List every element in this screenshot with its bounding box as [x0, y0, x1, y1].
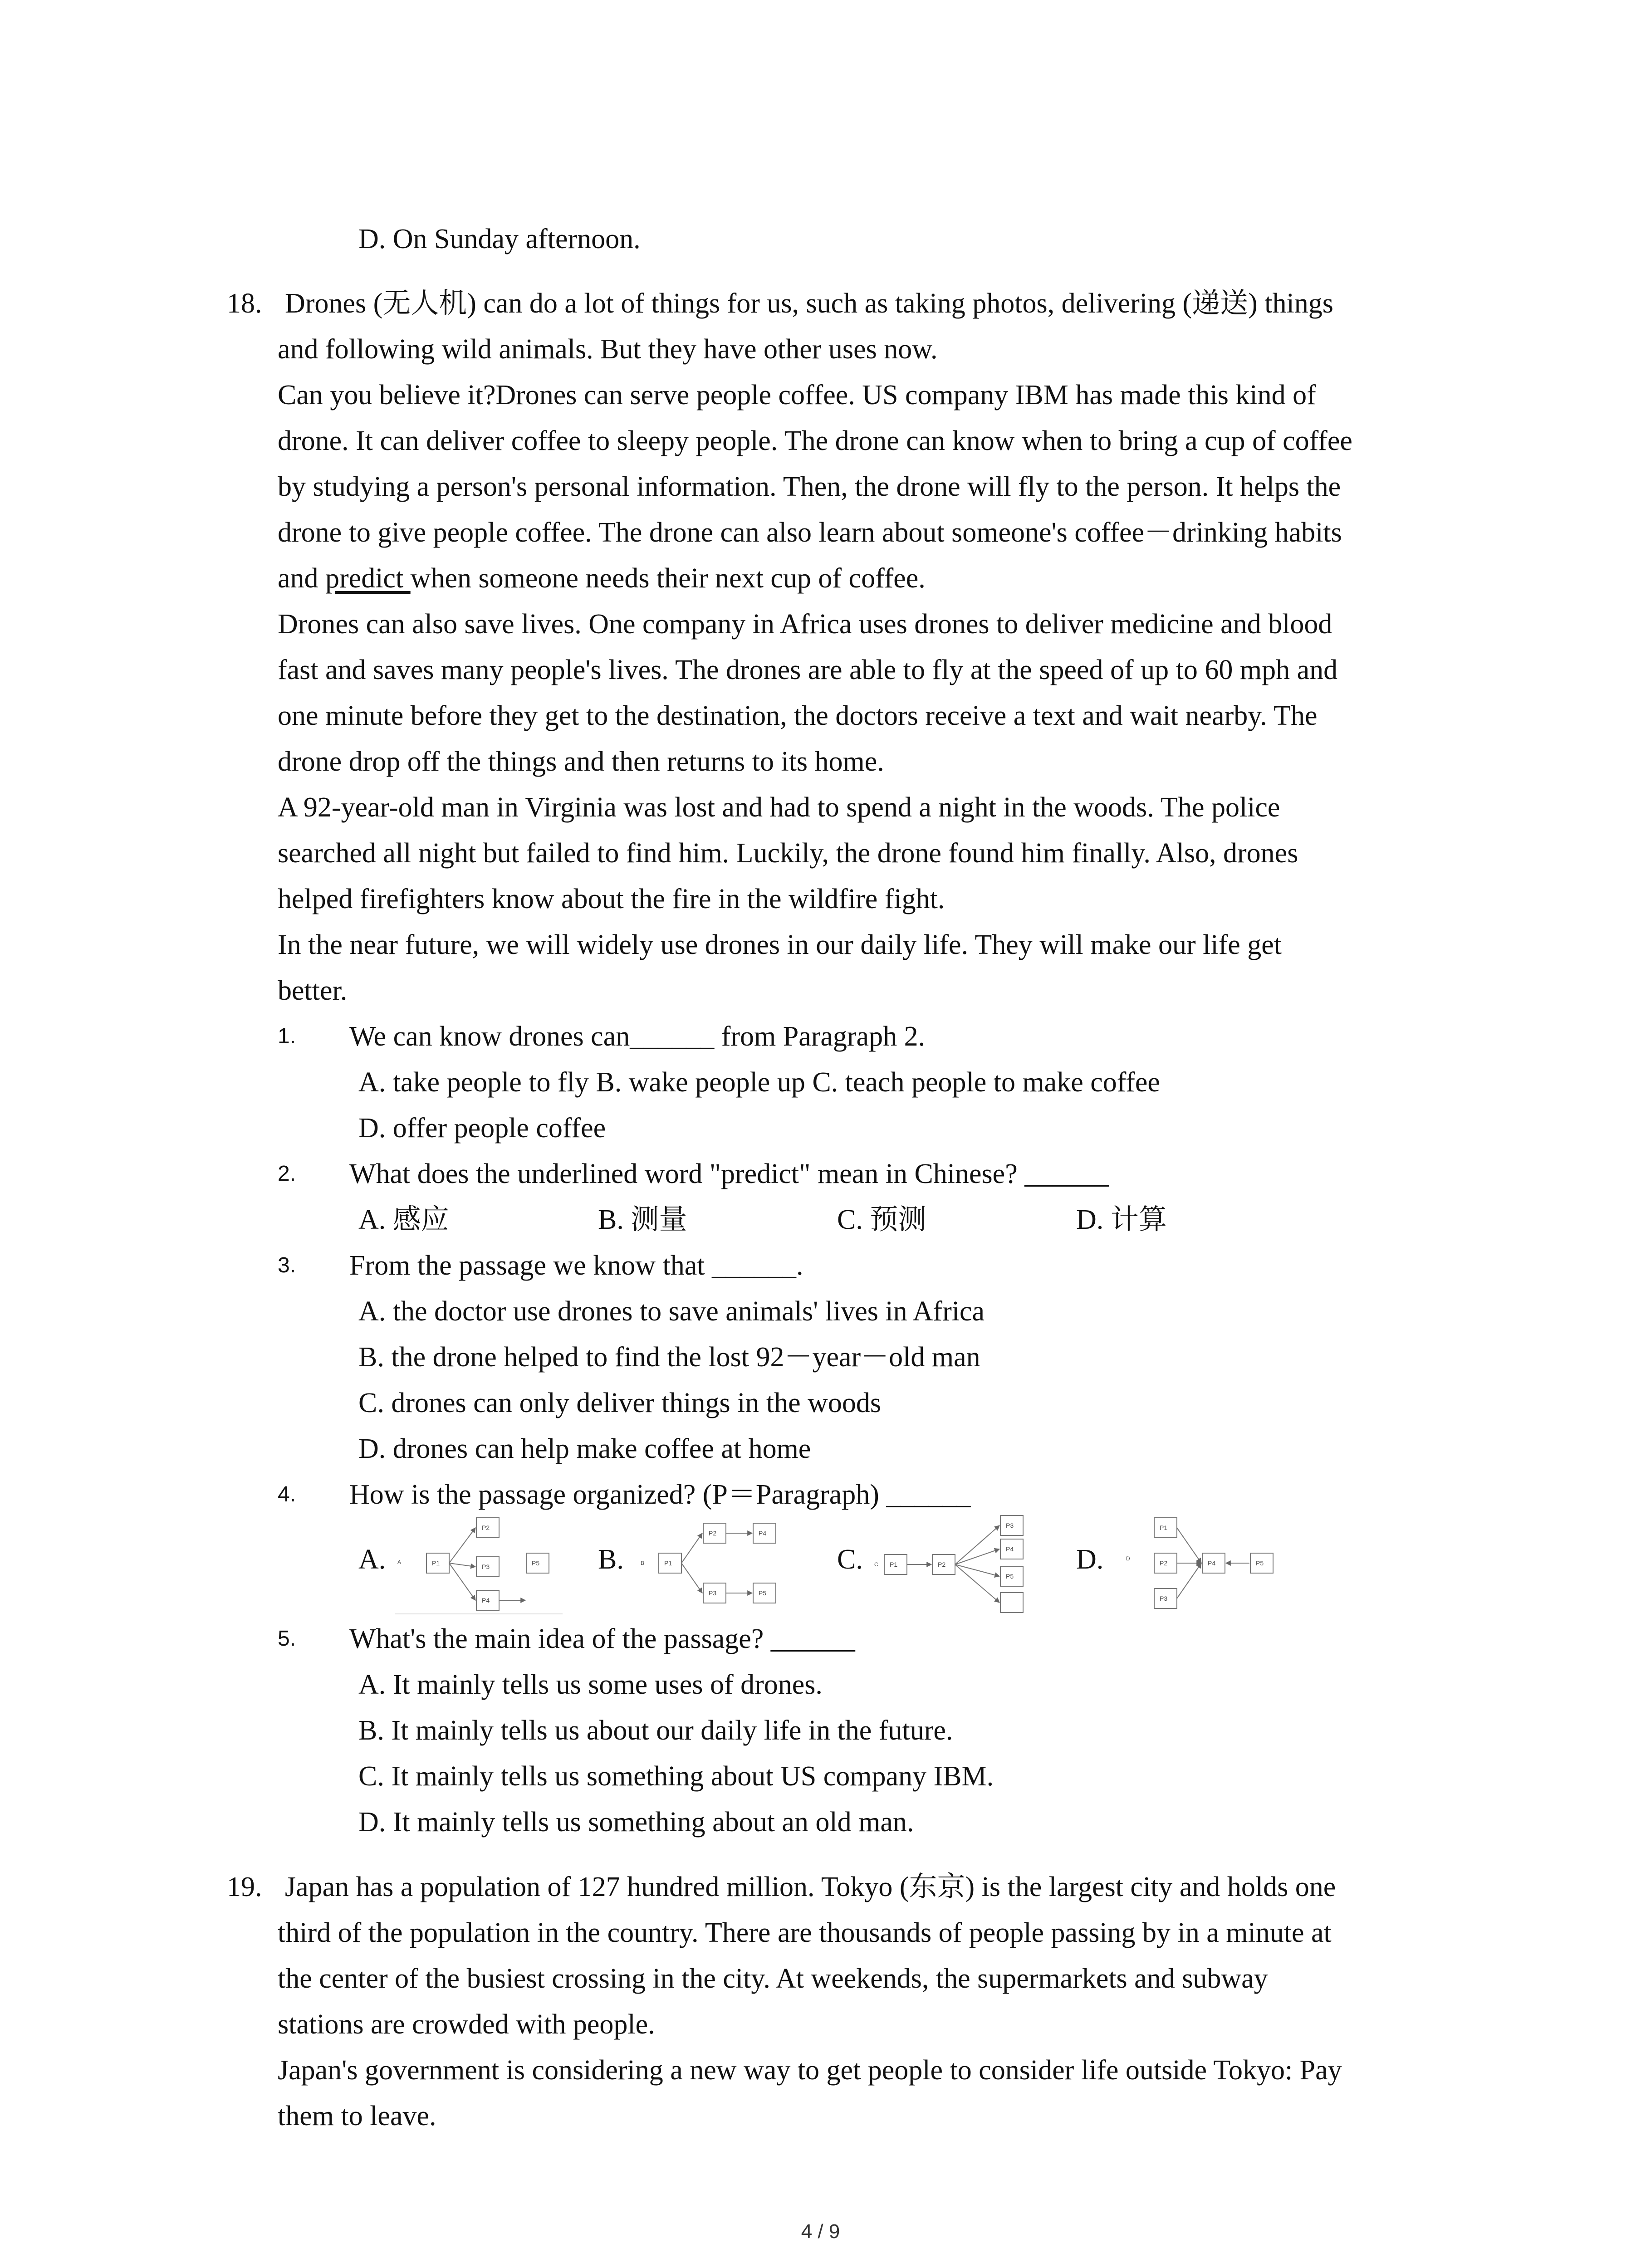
- q18-line-7-post: when someone needs their next cup of coffee.: [410, 563, 926, 594]
- diagram-a-p5: P5: [532, 1559, 540, 1567]
- diagram-a-p2: P2: [482, 1524, 490, 1531]
- sub3-stem: From the passage we know that ______.: [349, 1250, 803, 1281]
- sub5-option-a: A. It mainly tells us some uses of drones.: [358, 1669, 823, 1700]
- sub5-stem: What's the main idea of the passage? ______: [349, 1623, 855, 1654]
- sub5-option-d: D. It mainly tells us something about an old man.: [358, 1807, 914, 1838]
- q19-number: 19.: [227, 1872, 262, 1902]
- q19-line-1: Japan has a population of 127 hundred million. Tokyo (东京) is the largest city and holds one: [285, 1872, 1336, 1902]
- diagram-a-tag: A: [397, 1559, 402, 1565]
- q18-line-6: drone to give people coffee. The drone can also learn about someone's coffee－drinking habits: [278, 517, 1342, 548]
- sub4-option-a: A.: [358, 1544, 386, 1575]
- diagram-c-p1: P1: [890, 1561, 898, 1568]
- q18-line-7: [278, 560, 926, 596]
- q19-line-2: third of the population in the country. There are thousands of people passing by in a minute at: [278, 1917, 1332, 1948]
- sub4-number: 4.: [278, 1482, 296, 1506]
- q18-line-11: drone drop off the things and then returns to its home.: [278, 746, 884, 777]
- page-number: 4 / 9: [801, 2220, 840, 2243]
- diagram-b-p2: P2: [709, 1530, 717, 1537]
- q18-line-8: Drones can also save lives. One company in Africa uses drones to deliver medicine and blood: [278, 609, 1332, 640]
- diagram-d-p5: P5: [1256, 1559, 1264, 1567]
- q18-line-9: fast and saves many people's lives. The drones are able to fly at the speed of up to 60 mph and: [278, 655, 1338, 685]
- q18-line-5: by studying a person's personal information. Then, the drone will fly to the person. It helps the: [278, 471, 1341, 502]
- sub2-stem: What does the underlined word "predict" mean in Chinese? ______: [349, 1158, 1109, 1189]
- diagram-c-p5: P5: [1006, 1573, 1014, 1580]
- sub3-option-a: A. the doctor use drones to save animals' lives in Africa: [358, 1296, 985, 1327]
- diagram-a: [395, 1515, 567, 1615]
- sub5-option-b: B. It mainly tells us about our daily life in the future.: [358, 1715, 953, 1746]
- sub2-option-b: B. 测量: [598, 1204, 687, 1235]
- diagram-d-p1: P1: [1160, 1524, 1168, 1531]
- underlined-word-predict: predict: [325, 563, 411, 594]
- diagram-b-p4: P4: [759, 1530, 767, 1537]
- sub4-stem: How is the passage organized? (P＝Paragraph) ______: [349, 1479, 971, 1510]
- diagram-d-p4: P4: [1208, 1559, 1216, 1567]
- q18-line-1: Drones (无人机) can do a lot of things for us, such as taking photos, delivering (递送) things: [285, 288, 1333, 319]
- q18-line-3: Can you believe it?Drones can serve people coffee. US company IBM has made this kind of: [278, 380, 1316, 411]
- q17-option-d: D. On Sunday afternoon.: [358, 224, 641, 254]
- sub5-number: 5.: [278, 1627, 296, 1651]
- diagram-a-p1: P1: [432, 1559, 440, 1567]
- q18-line-2: and following wild animals. But they have other uses now.: [278, 334, 938, 365]
- sub4-option-d: D.: [1076, 1544, 1104, 1575]
- q19-line-5: Japan's government is considering a new way to get people to consider life outside Tokyo: Pay: [278, 2055, 1342, 2086]
- q18-line-12: A 92-year-old man in Virginia was lost and had to spend a night in the woods. The police: [278, 792, 1280, 823]
- sub4-option-b: B.: [598, 1544, 624, 1575]
- sub1-number: 1.: [278, 1024, 296, 1048]
- diagram-b: [640, 1520, 794, 1610]
- sub3-option-c: C. drones can only deliver things in the woods: [358, 1388, 881, 1418]
- sub5-option-c: C. It mainly tells us something about US company IBM.: [358, 1761, 994, 1792]
- q18-line-15: In the near future, we will widely use drones in our daily life. They will make our life get: [278, 929, 1282, 960]
- q18-line-14: helped firefighters know about the fire in the wildfire fight.: [278, 884, 945, 914]
- sub3-option-d: D. drones can help make coffee at home: [358, 1433, 811, 1464]
- diagram-c-p4: P4: [1006, 1545, 1014, 1553]
- diagram-d-tag: D: [1126, 1555, 1130, 1562]
- sub3-number: 3.: [278, 1253, 296, 1277]
- diagram-c-p3: P3: [1006, 1522, 1014, 1529]
- q18-line-16: better.: [278, 975, 348, 1006]
- sub1-stem: We can know drones can______ from Paragraph 2.: [349, 1021, 926, 1052]
- q19-line-3: the center of the busiest crossing in the city. At weekends, the supermarkets and subway: [278, 1963, 1268, 1994]
- q18-line-13: searched all night but failed to find him. Luckily, the drone found him finally. Also, drones: [278, 838, 1298, 869]
- sub3-option-b: B. the drone helped to find the lost 92－year－old man: [358, 1342, 980, 1373]
- sub2-option-c: C. 预测: [837, 1204, 926, 1235]
- sub4-option-c: C.: [837, 1544, 863, 1575]
- diagram-c-tag: C: [874, 1561, 878, 1568]
- diagram-d-p3: P3: [1160, 1595, 1168, 1602]
- diagram-b-p3: P3: [709, 1589, 717, 1597]
- q18-line-4: drone. It can deliver coffee to sleepy people. The drone can know when to bring a cup of coffee: [278, 425, 1352, 456]
- sub2-number: 2.: [278, 1162, 296, 1186]
- diagram-c: [873, 1513, 1032, 1617]
- q18-number: 18.: [227, 288, 262, 319]
- sub1-options-row-1: A. take people to fly B. wake people up C. teach people to make coffee: [358, 1067, 1160, 1098]
- q18-line-10: one minute before they get to the destination, the doctors receive a text and wait nearby. The: [278, 700, 1318, 731]
- diagram-b-tag: B: [641, 1560, 645, 1566]
- diagram-d: [1125, 1515, 1284, 1615]
- sub2-option-a: A. 感应: [358, 1204, 449, 1235]
- diagram-c-p2: P2: [938, 1561, 946, 1568]
- diagram-a-p4: P4: [482, 1597, 490, 1604]
- q19-line-6: them to leave.: [278, 2101, 436, 2131]
- diagram-b-p5: P5: [759, 1589, 767, 1597]
- diagram-b-p1: P1: [664, 1559, 672, 1567]
- diagram-d-p2: P2: [1160, 1559, 1168, 1567]
- q19-line-4: stations are crowded with people.: [278, 2009, 655, 2040]
- diagram-a-p3: P3: [482, 1563, 490, 1570]
- sub2-option-d: D. 计算: [1076, 1204, 1167, 1235]
- sub1-option-d: D. offer people coffee: [358, 1113, 606, 1144]
- q18-line-7-pre: and: [278, 563, 326, 594]
